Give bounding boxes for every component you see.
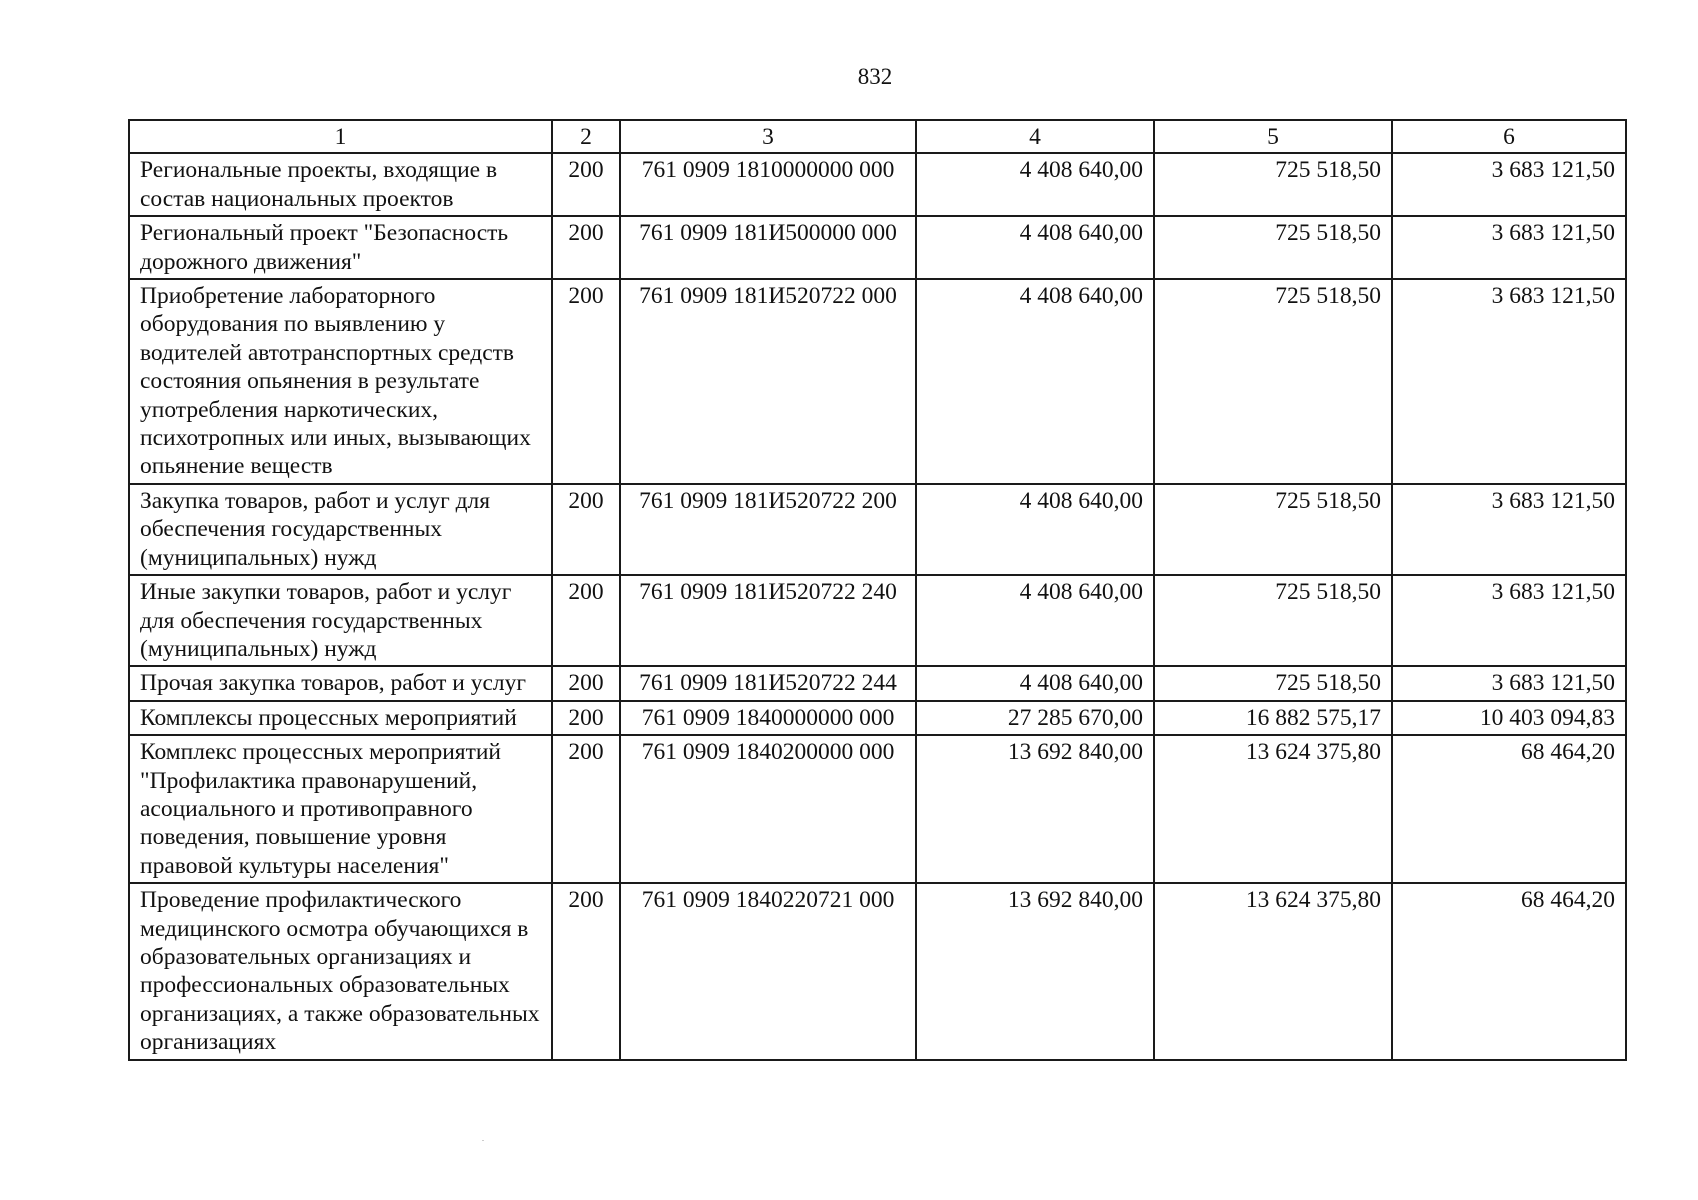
row-group: 200	[552, 666, 620, 700]
row-name: Комплекс процессных мероприятий "Профилактика правонарушений, асоциального и противоправного поведения, повышение уровня правовой культуры населения"	[129, 735, 552, 883]
row-value-6: 3 683 121,50	[1392, 666, 1626, 700]
header-col-1: 1	[129, 120, 552, 153]
row-value-4: 27 285 670,00	[916, 701, 1154, 735]
row-group: 200	[552, 153, 620, 216]
row-value-4: 13 692 840,00	[916, 735, 1154, 883]
row-value-4: 4 408 640,00	[916, 666, 1154, 700]
row-value-6: 3 683 121,50	[1392, 279, 1626, 484]
row-group: 200	[552, 575, 620, 666]
row-value-6: 3 683 121,50	[1392, 484, 1626, 575]
table-row	[129, 153, 1626, 216]
table-row	[129, 666, 1626, 700]
row-code: 761 0909 181И520722 240	[620, 575, 916, 666]
row-value-5: 725 518,50	[1154, 575, 1392, 666]
table-row	[129, 701, 1626, 735]
row-name: Региональный проект "Безопасность дорожного движения"	[129, 216, 552, 279]
row-name: Закупка товаров, работ и услуг для обеспечения государственных (муниципальных) нужд	[129, 484, 552, 575]
table-row	[129, 216, 1626, 279]
row-code: 761 0909 181И520722 000	[620, 279, 916, 484]
budget-table	[128, 119, 1627, 1061]
row-name: Комплексы процессных мероприятий	[129, 701, 552, 735]
row-code: 761 0909 1810000000 000	[620, 153, 916, 216]
table-row	[129, 883, 1626, 1059]
row-value-5: 13 624 375,80	[1154, 883, 1392, 1059]
row-group: 200	[552, 883, 620, 1059]
row-code: 761 0909 181И500000 000	[620, 216, 916, 279]
row-group: 200	[552, 279, 620, 484]
row-code: 761 0909 181И520722 244	[620, 666, 916, 700]
table-row	[129, 575, 1626, 666]
row-value-4: 13 692 840,00	[916, 883, 1154, 1059]
row-code: 761 0909 181И520722 200	[620, 484, 916, 575]
scan-speck	[482, 1140, 484, 1141]
table-header-row	[129, 120, 1626, 153]
row-value-5: 13 624 375,80	[1154, 735, 1392, 883]
table-row	[129, 735, 1626, 883]
row-name: Региональные проекты, входящие в состав национальных проектов	[129, 153, 552, 216]
row-name: Прочая закупка товаров, работ и услуг	[129, 666, 552, 700]
header-col-6: 6	[1392, 120, 1626, 153]
row-value-5: 16 882 575,17	[1154, 701, 1392, 735]
row-group: 200	[552, 216, 620, 279]
row-value-6: 10 403 094,83	[1392, 701, 1626, 735]
row-name: Приобретение лабораторного оборудования по выявлению у водителей автотранспортных средств состояния опьянения в результате употребления наркотических, психотропных или иных, вызывающих опьянение веществ	[129, 279, 552, 484]
header-col-3: 3	[620, 120, 916, 153]
row-value-5: 725 518,50	[1154, 216, 1392, 279]
row-value-5: 725 518,50	[1154, 153, 1392, 216]
row-name: Проведение профилактического медицинского осмотра обучающихся в образовательных организациях и профессиональных образовательных организациях, а также образовательных организациях	[129, 883, 552, 1059]
header-col-4: 4	[916, 120, 1154, 153]
table-row	[129, 279, 1626, 484]
row-value-4: 4 408 640,00	[916, 575, 1154, 666]
row-value-6: 3 683 121,50	[1392, 153, 1626, 216]
header-col-2: 2	[552, 120, 620, 153]
row-group: 200	[552, 701, 620, 735]
row-value-5: 725 518,50	[1154, 484, 1392, 575]
row-value-6: 68 464,20	[1392, 735, 1626, 883]
table-row	[129, 484, 1626, 575]
row-value-6: 68 464,20	[1392, 883, 1626, 1059]
row-value-4: 4 408 640,00	[916, 153, 1154, 216]
row-code: 761 0909 1840000000 000	[620, 701, 916, 735]
row-value-4: 4 408 640,00	[916, 484, 1154, 575]
row-value-6: 3 683 121,50	[1392, 216, 1626, 279]
row-value-5: 725 518,50	[1154, 666, 1392, 700]
row-code: 761 0909 1840220721 000	[620, 883, 916, 1059]
page-number: 832	[857, 64, 893, 89]
row-name: Иные закупки товаров, работ и услуг для обеспечения государственных (муниципальных) нужд	[129, 575, 552, 666]
row-value-5: 725 518,50	[1154, 279, 1392, 484]
row-value-4: 4 408 640,00	[916, 216, 1154, 279]
row-value-6: 3 683 121,50	[1392, 575, 1626, 666]
header-col-5: 5	[1154, 120, 1392, 153]
row-value-4: 4 408 640,00	[916, 279, 1154, 484]
budget-table-container	[128, 119, 1627, 1061]
row-group: 200	[552, 735, 620, 883]
row-group: 200	[552, 484, 620, 575]
row-code: 761 0909 1840200000 000	[620, 735, 916, 883]
